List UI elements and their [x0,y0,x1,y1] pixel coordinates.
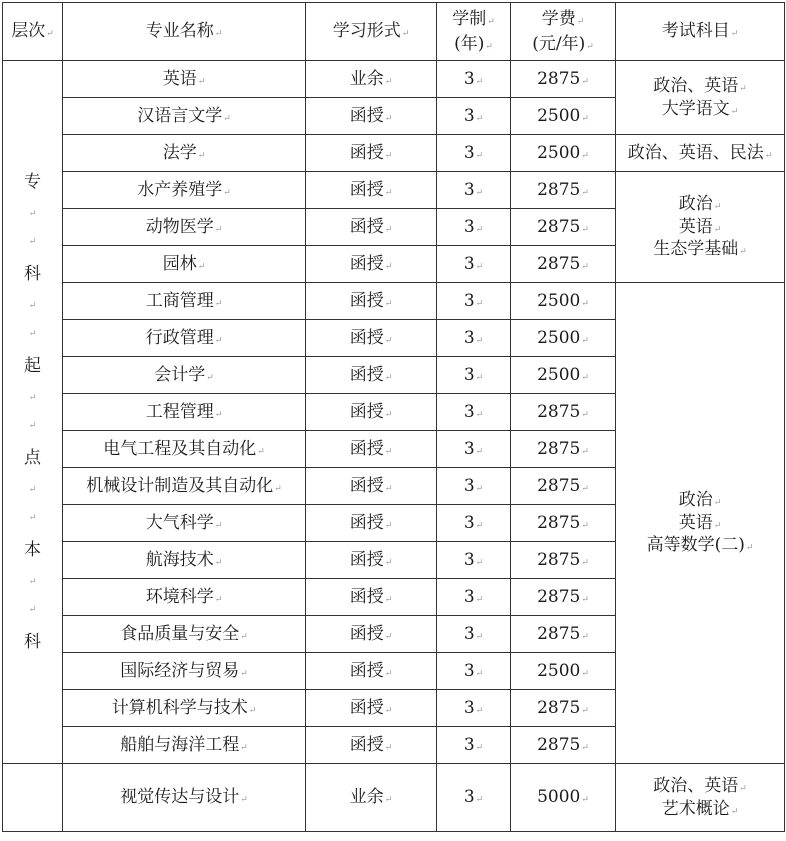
paragraph-mark: ↵ [475,224,484,235]
paragraph-mark: ↵ [739,783,747,794]
cell-text: 3 [463,787,475,808]
years-cell [437,61,511,98]
years-cell [437,246,511,283]
cell-text: 动物医学 [145,216,214,237]
cell-text: 国际经济与贸易 [120,660,240,681]
major-cell [63,690,306,727]
paragraph-mark: ↵ [581,113,589,124]
cell-text: 大学语文 [661,98,730,119]
table-row [3,283,785,320]
cell-text: 2875 [537,586,581,607]
major-cell [63,283,306,320]
form-cell [306,653,437,690]
fee-cell [511,98,616,135]
form-cell [306,616,437,653]
years-cell [437,505,511,542]
paragraph-mark: ↵ [581,372,589,383]
cell-text: 园林 [162,253,197,274]
paragraph-mark: ↵ [28,301,37,311]
cell-text: 3 [463,512,475,533]
years-cell [437,357,511,394]
major-cell [63,542,306,579]
paragraph-mark: ↵ [197,76,206,87]
years-cell [437,98,511,135]
major-cell [63,246,306,283]
paragraph-mark: ↵ [214,298,223,309]
fee-cell [511,394,616,431]
form-cell [306,542,437,579]
major-cell [63,616,306,653]
header-major: 专业名称↵ [63,3,306,61]
paragraph-mark: ↵ [28,329,37,339]
paragraph-mark: ↵ [384,150,393,161]
paragraph-mark: ↵ [274,483,282,494]
level-cell-empty [3,764,63,832]
years-cell [437,616,511,653]
paragraph-mark: ↵ [475,705,484,716]
cell-text: 函授 [349,475,384,496]
cell-text: 函授 [349,586,384,607]
form-cell [306,357,437,394]
paragraph-mark: ↵ [475,409,484,420]
paragraph-mark: ↵ [475,372,484,383]
paragraph-mark: ↵ [223,113,231,124]
cell-text: 高等数学(二) [646,535,745,556]
paragraph-mark: ↵ [475,446,484,457]
header-row [3,3,785,61]
fee-cell [511,283,616,320]
paragraph-mark: ↵ [581,335,589,346]
cell-text: 食品质量与安全 [120,623,240,644]
paragraph-mark: ↵ [713,224,722,235]
cell-text: 2875 [537,438,581,459]
cell-text: 英语 [678,216,713,237]
form-cell [306,579,437,616]
table-row [3,135,785,172]
major-cell [63,172,306,209]
major-cell [63,468,306,505]
cell-text: 英语 [678,512,713,533]
form-cell [306,246,437,283]
paragraph-mark: ↵ [214,224,223,235]
major-cell [63,505,306,542]
major-cell [63,579,306,616]
form-cell [306,468,437,505]
cell-text: 函授 [349,253,384,274]
paragraph-mark: ↵ [581,668,589,679]
cell-text: 2875 [537,475,581,496]
major-cell [63,653,306,690]
fee-cell [511,246,616,283]
cell-text: 函授 [349,142,384,163]
paragraph-mark: ↵ [384,261,393,272]
paragraph-mark: ↵ [214,409,223,420]
years-cell [437,764,511,832]
cell-text: 电气工程及其自动化 [103,438,257,459]
paragraph-mark: ↵ [240,668,248,679]
cell-text: 2875 [537,512,581,533]
major-cell [63,431,306,468]
paragraph-mark: ↵ [581,187,589,198]
cell-text: 英语 [162,68,197,89]
years-cell [437,542,511,579]
paragraph-mark: ↵ [581,742,589,753]
table-row [3,172,785,209]
cell-text: 函授 [349,438,384,459]
cell-text: 函授 [349,697,384,718]
header-fee: 学费↵ (元/年)↵ [511,3,616,61]
cell-text: 函授 [349,364,384,385]
cell-text: 水产养殖学 [137,179,223,200]
form-cell [306,764,437,832]
fee-cell [511,505,616,542]
fee-cell [511,542,616,579]
paragraph-mark: ↵ [475,261,484,272]
form-cell [306,209,437,246]
paragraph-mark: ↵ [475,298,484,309]
cell-text: 行政管理 [145,327,214,348]
cell-text: 3 [463,660,475,681]
paragraph-mark: ↵ [384,705,393,716]
cell-text: 视觉传达与设计 [120,787,240,808]
cell-text: 2875 [537,623,581,644]
fee-cell [511,727,616,764]
cell-text: 计算机科学与技术 [111,697,248,718]
cell-text: 2875 [537,734,581,755]
level-char: 专 [24,172,41,192]
paragraph-mark: ↵ [475,113,484,124]
paragraph-mark: ↵ [384,594,393,605]
cell-text: 3 [463,549,475,570]
paragraph-mark: ↵ [257,446,265,457]
cell-text: 政治、英语、民法 [627,142,764,163]
paragraph-mark: ↵ [475,150,484,161]
major-cell [63,764,306,832]
paragraph-mark: ↵ [223,187,231,198]
fee-cell [511,431,616,468]
fee-cell [511,61,616,98]
paragraph-mark: ↵ [581,76,589,87]
cell-text: 2500 [537,660,581,681]
years-cell [437,653,511,690]
cell-text: 2875 [537,401,581,422]
form-cell [306,135,437,172]
paragraph-mark: ↵ [713,201,722,212]
paragraph-mark: ↵ [581,705,589,716]
subjects-cell [616,283,785,764]
form-cell [306,172,437,209]
form-cell [306,283,437,320]
cell-text: 3 [463,216,475,237]
subjects-cell [616,135,785,172]
form-cell [306,690,437,727]
cell-text: 2500 [537,327,581,348]
paragraph-mark: ↵ [384,187,393,198]
paragraph-mark: ↵ [475,520,484,531]
paragraph-mark: ↵ [214,557,223,568]
cell-text: 2875 [537,68,581,89]
paragraph-mark: ↵ [739,83,747,94]
years-cell [437,431,511,468]
paragraph-mark: ↵ [581,224,589,235]
cell-text: 机械设计制造及其自动化 [86,475,274,496]
cell-text: 函授 [349,290,384,311]
fee-cell [511,135,616,172]
paragraph-mark: ↵ [581,795,589,806]
major-cell [63,320,306,357]
cell-text: 3 [463,623,475,644]
cell-text: 3 [463,105,475,126]
cell-text: 业余 [349,787,384,808]
major-cell [63,357,306,394]
cell-text: 工程管理 [145,401,214,422]
fee-cell [511,320,616,357]
cell-text: 法学 [162,142,197,163]
paragraph-mark: ↵ [384,446,393,457]
subjects-cell [616,764,785,832]
fee-cell [511,616,616,653]
paragraph-mark: ↵ [581,520,589,531]
paragraph-mark: ↵ [384,483,393,494]
cell-text: 2500 [537,142,581,163]
cell-text: 会计学 [154,364,206,385]
paragraph-mark: ↵ [475,631,484,642]
years-cell [437,209,511,246]
paragraph-mark: ↵ [28,421,37,431]
paragraph-mark: ↵ [581,150,589,161]
header-level: 层次↵ [3,3,63,61]
cell-text: 环境科学 [145,586,214,607]
cell-text: 2500 [537,364,581,385]
cell-text: 函授 [349,216,384,237]
cell-text: 2875 [537,697,581,718]
level-char: 科 [24,264,41,284]
form-cell [306,61,437,98]
cell-text: 函授 [349,105,384,126]
paragraph-mark: ↵ [581,594,589,605]
form-cell [306,431,437,468]
cell-text: 工商管理 [145,290,214,311]
major-cell [63,135,306,172]
fee-cell [511,764,616,832]
paragraph-mark: ↵ [28,393,37,403]
paragraph-mark: ↵ [730,106,739,117]
fee-cell [511,468,616,505]
cell-text: 5000 [537,787,581,808]
paragraph-mark: ↵ [384,631,393,642]
years-cell [437,283,511,320]
paragraph-mark: ↵ [581,298,589,309]
table-row [3,61,785,98]
paragraph-mark: ↵ [28,209,37,219]
form-cell [306,394,437,431]
paragraph-mark: ↵ [475,742,484,753]
cell-text: 函授 [349,623,384,644]
paragraph-mark: ↵ [214,335,223,346]
paragraph-mark: ↵ [384,520,393,531]
fee-cell [511,690,616,727]
cell-text: 3 [463,68,475,89]
cell-text: 函授 [349,549,384,570]
cell-text: 3 [463,475,475,496]
cell-text: 2875 [537,179,581,200]
major-cell [63,61,306,98]
paragraph-mark: ↵ [384,372,393,383]
years-cell [437,394,511,431]
years-cell [437,690,511,727]
paragraph-mark: ↵ [739,247,747,258]
cell-text: 艺术概论 [661,798,730,819]
cell-text: 函授 [349,179,384,200]
level-char: 科 [24,632,41,652]
form-cell [306,727,437,764]
major-cell [63,727,306,764]
cell-text: 2500 [537,290,581,311]
cell-text: 航海技术 [145,549,214,570]
paragraph-mark: ↵ [384,113,393,124]
header-subjects: 考试科目↵ [616,3,785,61]
cell-text: 3 [463,179,475,200]
form-cell [306,505,437,542]
cell-text: 生态学基础 [653,239,739,260]
paragraph-mark: ↵ [384,409,393,420]
years-cell [437,468,511,505]
fee-cell [511,209,616,246]
paragraph-mark: ↵ [197,150,206,161]
cell-text: 3 [463,438,475,459]
paragraph-mark: ↵ [713,497,722,508]
paragraph-mark: ↵ [475,483,484,494]
cell-text: 政治 [678,193,713,214]
table-row [3,764,785,832]
paragraph-mark: ↵ [581,446,589,457]
paragraph-mark: ↵ [28,605,37,615]
paragraph-mark: ↵ [384,76,393,87]
level-char: 点 [24,448,41,468]
cell-text: 函授 [349,512,384,533]
paragraph-mark: ↵ [581,557,589,568]
years-cell [437,579,511,616]
paragraph-mark: ↵ [197,261,206,272]
admissions-table [2,2,785,832]
paragraph-mark: ↵ [475,187,484,198]
paragraph-mark: ↵ [475,76,484,87]
paragraph-mark: ↵ [384,557,393,568]
cell-text: 业余 [349,68,384,89]
cell-text: 2875 [537,253,581,274]
level-cell [3,61,63,764]
paragraph-mark: ↵ [475,335,484,346]
cell-text: 3 [463,697,475,718]
level-char: 本 [24,540,41,560]
cell-text: 函授 [349,734,384,755]
cell-text: 函授 [349,401,384,422]
paragraph-mark: ↵ [384,668,393,679]
paragraph-mark: ↵ [764,150,773,161]
cell-text: 3 [463,401,475,422]
paragraph-mark: ↵ [240,631,248,642]
paragraph-mark: ↵ [240,742,248,753]
level-char: 起 [24,356,41,376]
paragraph-mark: ↵ [384,335,393,346]
paragraph-mark: ↵ [713,520,722,531]
paragraph-mark: ↵ [475,795,484,806]
paragraph-mark: ↵ [581,631,589,642]
paragraph-mark: ↵ [384,298,393,309]
years-cell [437,727,511,764]
form-cell [306,320,437,357]
cell-text: 汉语言文学 [137,105,223,126]
fee-cell [511,653,616,690]
cell-text: 3 [463,142,475,163]
major-cell [63,98,306,135]
paragraph-mark: ↵ [581,483,589,494]
cell-text: 函授 [349,660,384,681]
cell-text: 2875 [537,549,581,570]
paragraph-mark: ↵ [384,224,393,235]
paragraph-mark: ↵ [206,372,214,383]
header-years: 学制↵ (年)↵ [437,3,511,61]
cell-text: 3 [463,364,475,385]
subjects-cell [616,172,785,283]
cell-text: 3 [463,327,475,348]
paragraph-mark: ↵ [214,594,223,605]
paragraph-mark: ↵ [28,485,37,495]
paragraph-mark: ↵ [581,409,589,420]
paragraph-mark: ↵ [248,705,257,716]
paragraph-mark: ↵ [475,557,484,568]
paragraph-mark: ↵ [475,594,484,605]
paragraph-mark: ↵ [475,668,484,679]
fee-cell [511,579,616,616]
fee-cell [511,357,616,394]
paragraph-mark: ↵ [214,520,223,531]
years-cell [437,172,511,209]
cell-text: 2875 [537,216,581,237]
cell-text: 船舶与海洋工程 [120,734,240,755]
paragraph-mark: ↵ [28,577,37,587]
years-cell [437,135,511,172]
cell-text: 大气科学 [145,512,214,533]
paragraph-mark: ↵ [730,806,739,817]
major-cell [63,394,306,431]
paragraph-mark: ↵ [384,742,393,753]
paragraph-mark: ↵ [581,261,589,272]
major-cell [63,209,306,246]
cell-text: 3 [463,253,475,274]
paragraph-mark: ↵ [28,237,37,247]
cell-text: 函授 [349,327,384,348]
cell-text: 2500 [537,105,581,126]
paragraph-mark: ↵ [745,543,754,554]
cell-text: 政治 [678,489,713,510]
paragraph-mark: ↵ [384,795,393,806]
cell-text: 政治、英语 [653,75,739,96]
years-cell [437,320,511,357]
cell-text: 3 [463,290,475,311]
paragraph-mark: ↵ [28,513,37,523]
cell-text: 3 [463,734,475,755]
cell-text: 政治、英语 [653,775,739,796]
paragraph-mark: ↵ [240,795,248,806]
header-form: 学习形式↵ [306,3,437,61]
fee-cell [511,172,616,209]
cell-text: 3 [463,586,475,607]
form-cell [306,98,437,135]
subjects-cell [616,61,785,135]
